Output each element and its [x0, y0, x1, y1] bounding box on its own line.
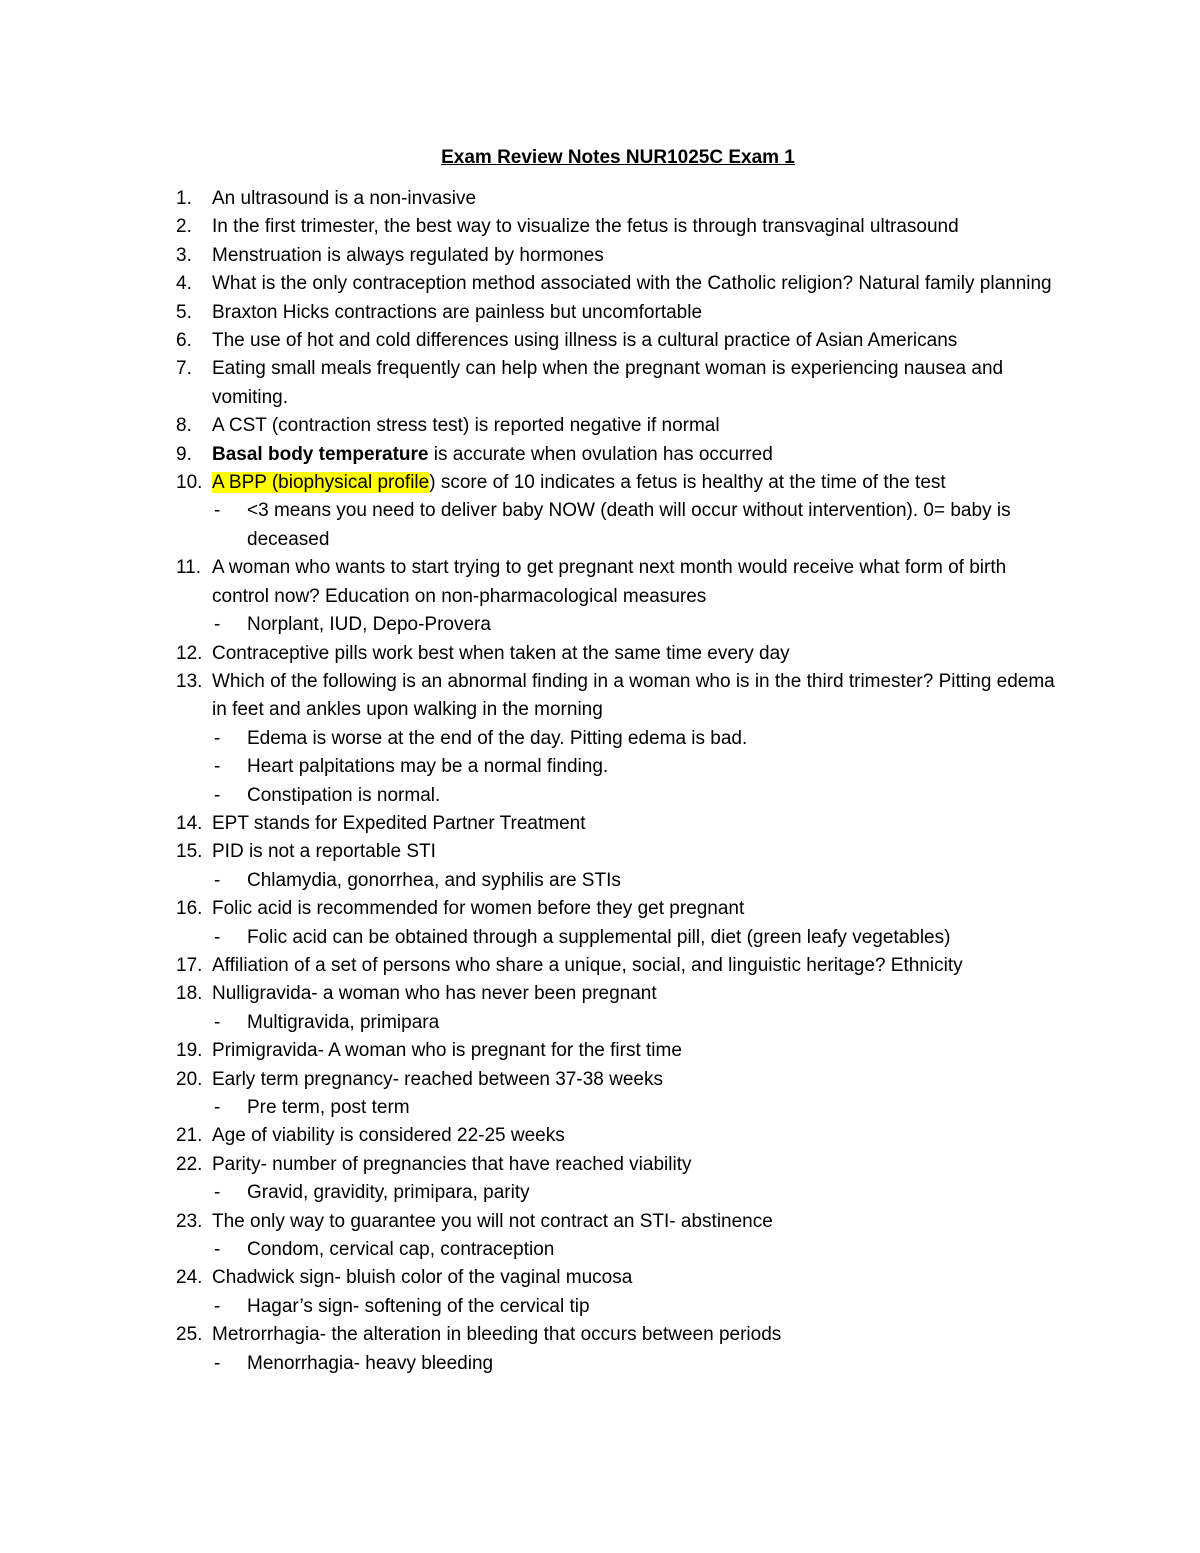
sub-item [176, 867, 1056, 895]
list-item [176, 640, 1056, 668]
item-number: 5. [176, 301, 192, 323]
item-text: Nulligravida- a woman who has never been pregnant [212, 983, 657, 1005]
item-text: Menstruation is always regulated by hormones [212, 244, 604, 266]
sub-item [176, 497, 1056, 554]
list-item [176, 469, 1056, 497]
item-number: 2. [176, 216, 192, 238]
item-text: Contraceptive pills work best when taken at the same time every day [212, 642, 790, 664]
review-notes-list [176, 185, 1056, 1378]
item-text: Early term pregnancy- reached between 37-38 weeks [212, 1068, 663, 1090]
item-text-block [212, 1267, 632, 1288]
list-item [176, 1066, 1056, 1094]
sub-item [176, 1179, 1056, 1207]
dash-marker: - [214, 1182, 221, 1204]
sub-item [176, 611, 1056, 639]
item-text: In the first trimester, the best way to visualize the fetus is through transvaginal ultrasound [212, 216, 959, 238]
dash-marker: - [214, 614, 221, 636]
sub-item-text: Pre term, post term [247, 1097, 410, 1118]
item-text-block [212, 273, 1052, 294]
item-text: Parity- number of pregnancies that have reached viability [212, 1153, 692, 1175]
item-number: 14. [176, 812, 203, 834]
highlighted-text: A BPP (biophysical profile [212, 472, 430, 494]
item-number: 8. [176, 415, 192, 437]
item-number: 23. [176, 1210, 203, 1232]
item-text: Age of viability is considered 22-25 weeks [212, 1125, 565, 1147]
list-item [176, 185, 1056, 213]
item-text-block [212, 415, 720, 436]
item-text-block [212, 1040, 682, 1061]
item-number: 12. [176, 642, 203, 664]
list-item [176, 1037, 1056, 1065]
sub-item [176, 725, 1056, 753]
item-text: Chadwick sign- bluish color of the vaginal mucosa [212, 1267, 633, 1289]
list-item [176, 1264, 1056, 1292]
item-number: 20. [176, 1068, 203, 1090]
sub-item-text: Multigravida, primipara [247, 1011, 440, 1033]
item-number: 19. [176, 1040, 203, 1062]
item-text-block [212, 358, 1003, 407]
item-text: Braxton Hicks contractions are painless but uncomfortable [212, 301, 703, 323]
list-item [176, 412, 1056, 440]
item-text-block [212, 302, 702, 323]
item-text-block [212, 245, 604, 266]
dash-marker: - [214, 727, 221, 749]
item-number: 24. [176, 1267, 203, 1289]
item-text: Metrorrhagia- the alteration in bleeding that occurs between periods [212, 1324, 782, 1346]
item-text-block [212, 955, 963, 976]
dash-marker: - [214, 1097, 221, 1118]
dash-marker: - [214, 784, 221, 806]
bold-text: Basal body temperature [212, 443, 429, 465]
item-text-block [212, 472, 946, 493]
item-text-block [212, 813, 586, 834]
list-item [176, 554, 1056, 611]
item-text-block [212, 188, 476, 209]
item-number: 25. [176, 1324, 203, 1346]
sub-item-text: Constipation is normal. [247, 784, 441, 806]
item-text: PID is not a reportable STI [212, 841, 436, 863]
item-text-block [212, 671, 1055, 720]
item-text: The only way to guarantee you will not contract an STI- abstinence [212, 1210, 773, 1232]
sub-item-text: Norplant, IUD, Depo-Provera [247, 614, 491, 636]
item-text: EPT stands for Expedited Partner Treatment [212, 812, 586, 834]
sub-item-text: Folic acid can be obtained through a supplemental pill, diet (green leafy vegetables) [247, 926, 951, 948]
item-number: 22. [176, 1153, 203, 1175]
dash-marker: - [214, 1239, 221, 1261]
item-number: 21. [176, 1125, 203, 1147]
sub-item [176, 1009, 1056, 1037]
item-text-block [212, 643, 790, 664]
list-item [176, 668, 1056, 725]
sub-item [176, 1094, 1056, 1122]
item-text: A woman who wants to start trying to get pregnant next month would receive what form of birth control now? Education on non-pharmacological measures [212, 557, 1007, 607]
list-item [176, 1122, 1056, 1150]
item-text: Eating small meals frequently can help when the pregnant woman is experiencing nausea and vomiting. [212, 358, 1004, 408]
item-number: 1. [176, 188, 192, 209]
sub-item [176, 1236, 1056, 1264]
sub-item-text: Gravid, gravidity, primipara, parity [247, 1182, 530, 1204]
item-text-block [212, 1211, 773, 1232]
item-text-block [212, 898, 744, 919]
item-number: 9. [176, 443, 192, 465]
sub-item [176, 782, 1056, 810]
sub-item [176, 924, 1056, 952]
item-text: ) score of 10 indicates a fetus is healthy at the time of the test [429, 472, 946, 494]
list-item [176, 810, 1056, 838]
list-item [176, 895, 1056, 923]
item-text: Folic acid is recommended for women before they get pregnant [212, 898, 745, 920]
item-text: Affiliation of a set of persons who share a unique, social, and linguistic heritage? Ethnicity [212, 954, 963, 976]
list-item [176, 838, 1056, 866]
dash-marker: - [214, 500, 221, 522]
document-title: Exam Review Notes NUR1025C Exam 1 [441, 147, 795, 168]
list-item [176, 270, 1056, 298]
item-number: 18. [176, 983, 203, 1005]
item-number: 3. [176, 244, 192, 266]
item-text: Which of the following is an abnormal finding in a woman who is in the third trimester? Pitting edema in feet and ankles upon walking in the morning [212, 670, 1055, 721]
list-item [176, 213, 1056, 241]
list-item [176, 1321, 1056, 1349]
item-number: 4. [176, 273, 192, 295]
item-text: The use of hot and cold differences using illness is a cultural practice of Asian Americans [212, 330, 958, 352]
list-item [176, 327, 1056, 355]
list-item [176, 952, 1056, 980]
item-text-block [212, 444, 773, 465]
sub-item-text: Edema is worse at the end of the day. Pitting edema is bad. [247, 727, 748, 749]
sub-item-text: Heart palpitations may be a normal finding. [247, 756, 609, 778]
list-item [176, 242, 1056, 270]
list-item [176, 980, 1056, 1008]
item-text-block [212, 1154, 691, 1175]
list-item [176, 441, 1056, 469]
item-number: 6. [176, 330, 192, 352]
dash-marker: - [214, 1011, 221, 1033]
list-item [176, 1208, 1056, 1236]
item-number: 13. [176, 670, 203, 692]
sub-item-text: <3 means you need to deliver baby NOW (death will occur without intervention). 0= baby is deceased [247, 500, 1011, 550]
item-text-block [212, 1324, 781, 1345]
dash-marker: - [214, 1295, 221, 1317]
dash-marker: - [214, 869, 221, 891]
item-number: 16. [176, 898, 203, 920]
sub-item-text: Menorrhagia- heavy bleeding [247, 1352, 494, 1374]
dash-marker: - [214, 756, 221, 778]
sub-item-text: Condom, cervical cap, contraception [247, 1239, 555, 1261]
item-text-block [212, 983, 657, 1004]
dash-marker: - [214, 1352, 221, 1374]
item-text: A CST (contraction stress test) is reported negative if normal [212, 415, 720, 437]
item-text: is accurate when ovulation has occurred [428, 443, 773, 465]
dash-marker: - [214, 926, 221, 948]
item-text: Primigravida- A woman who is pregnant for the first time [212, 1040, 682, 1062]
item-text-block [212, 330, 957, 351]
list-item [176, 355, 1056, 412]
item-number: 17. [176, 954, 203, 976]
item-text-block [212, 557, 1006, 606]
item-number: 10. [176, 472, 203, 494]
item-text-block [212, 1125, 565, 1146]
item-number: 11. [176, 557, 202, 579]
item-text-block [212, 216, 959, 237]
item-text: An ultrasound is a non-invasive [212, 188, 477, 209]
list-item [176, 299, 1056, 327]
sub-item-text: Chlamydia, gonorrhea, and syphilis are STIs [247, 869, 621, 891]
item-number: 7. [176, 358, 192, 380]
item-text-block [212, 1069, 663, 1090]
sub-item-text: Hagar’s sign- softening of the cervical tip [247, 1295, 590, 1317]
sub-item [176, 1293, 1056, 1321]
item-number: 15. [176, 841, 203, 863]
sub-item [176, 1350, 1056, 1378]
item-text-block [212, 841, 436, 862]
sub-item [176, 753, 1056, 781]
list-item [176, 1151, 1056, 1179]
item-text: What is the only contraception method associated with the Catholic religion? Natural family planning [212, 273, 1052, 295]
